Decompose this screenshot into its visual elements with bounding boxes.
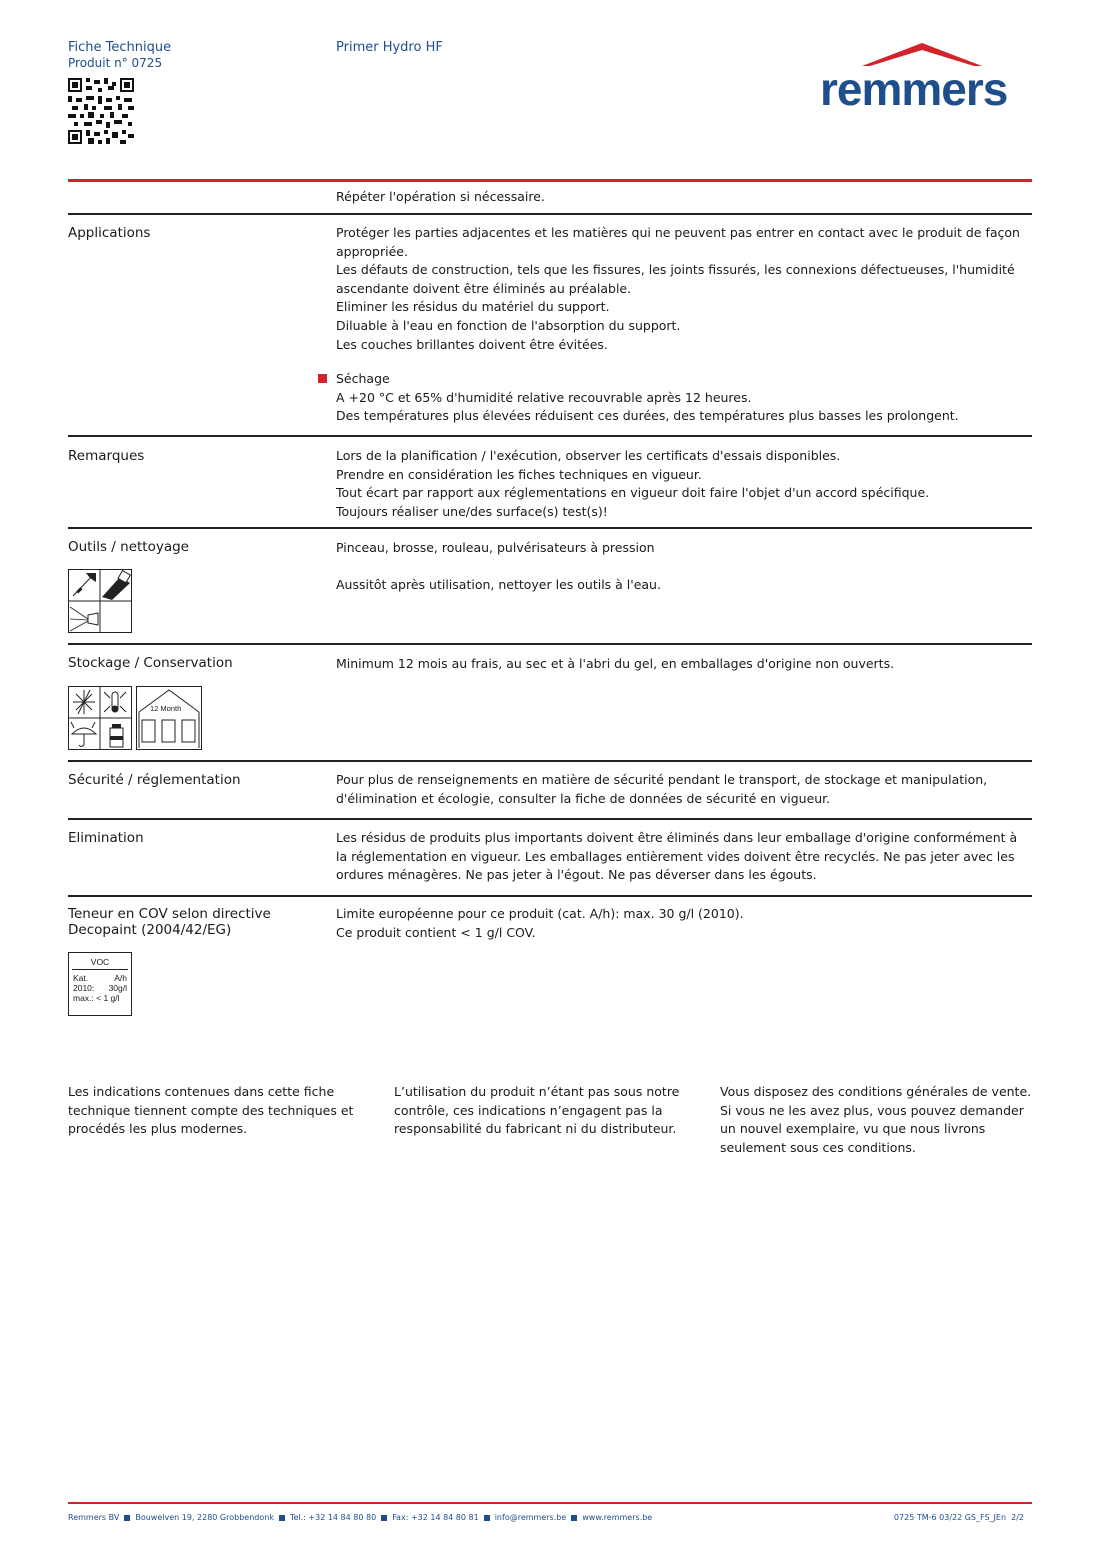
disclaimer-1: Les indications contenues dans cette fiche technique tiennent compte des techniques et procédés les plus modernes. xyxy=(68,1084,354,1136)
remarques-line: Tout écart par rapport aux réglementations en vigueur doit faire l'objet d'un accord spécifique. xyxy=(336,485,930,501)
outils-line-2: Aussitôt après utilisation, nettoyer les outils à l'eau. xyxy=(336,577,661,592)
applications-text xyxy=(336,224,1026,354)
product-number: Produit n° 0725 xyxy=(68,56,163,70)
stockage-label: Stockage / Conservation xyxy=(68,655,233,671)
qr-code-icon xyxy=(68,78,134,144)
applications-line: Les couches brillantes doivent être évitées. xyxy=(336,336,608,352)
voc-max: max.: < 1 g/l xyxy=(73,993,120,1003)
divider xyxy=(68,818,1032,820)
voc-year-label: 2010: xyxy=(73,983,95,993)
outils-label: Outils / nettoyage xyxy=(68,539,189,555)
storage-house-icon xyxy=(136,686,202,750)
securite-text: Pour plus de renseignements en matière de sécurité pendant le transport, de stockage et manipulation, d'élimination et écologie, consulter la fiche de données de sécurité en vigueur. xyxy=(336,772,988,806)
product-name: Primer Hydro HF xyxy=(336,40,443,55)
stockage-line: Minimum 12 mois au frais, au sec et à l'abri du gel, en emballages d'origine non ouverts. xyxy=(336,656,895,671)
footer-red-rule xyxy=(68,1502,1032,1504)
divider xyxy=(68,643,1032,645)
storage-month-label: 12 Month xyxy=(150,704,182,713)
footer-address: Bouwelven 19, 2280 Grobbendonk xyxy=(135,1513,274,1522)
drying-title: Séchage xyxy=(336,371,390,386)
page-number: 2/2 xyxy=(1011,1513,1024,1522)
voc-title: VOC xyxy=(90,957,110,967)
footer-doc-ref xyxy=(894,1513,1024,1522)
applications-label: Applications xyxy=(68,225,151,241)
doc-type: Fiche Technique xyxy=(68,40,172,55)
footer-fax: Fax: +32 14 84 80 81 xyxy=(392,1513,479,1522)
tools-icon-grid xyxy=(68,569,132,633)
drying-block xyxy=(336,370,1026,426)
separator-square-icon xyxy=(279,1515,285,1521)
cov-label xyxy=(68,906,271,938)
remarques-line: Prendre en considération les fiches techniques en vigueur. xyxy=(336,466,702,482)
separator-square-icon xyxy=(124,1515,130,1521)
footer-tel: Tel.: +32 14 84 80 80 xyxy=(289,1513,377,1522)
cov-label-line: Decopaint (2004/42/EG) xyxy=(68,922,232,938)
separator-square-icon xyxy=(381,1515,387,1521)
voc-icon xyxy=(68,952,132,1016)
applications-line: Eliminer les résidus du matériel du support. xyxy=(336,299,610,315)
securite-label: Sécurité / réglementation xyxy=(68,772,241,788)
applications-line: Protéger les parties adjacentes et les matières qui ne peuvent pas entrer en contact avec le produit de façon appropriée. xyxy=(336,225,1020,259)
footer-email[interactable]: info@remmers.be xyxy=(494,1513,567,1522)
elimination-label: Elimination xyxy=(68,830,144,846)
voc-cat-value: A/h xyxy=(114,973,127,983)
drying-line: Des températures plus élevées réduisent ces durées, des températures plus basses les prolongent. xyxy=(336,408,959,424)
drying-line: A +20 °C et 65% d'humidité relative recouvrable après 12 heures. xyxy=(336,389,752,405)
divider xyxy=(68,895,1032,897)
storage-conditions-icon xyxy=(68,686,132,750)
remarques-text xyxy=(336,447,1026,521)
elimination-text: Les résidus de produits plus importants doivent être éliminés dans leur emballage d'origine conformément à la réglementation en vigueur. Les emballages entièrement vides doivent être recyclés. Ne pas jeter avec les ordures ménagères. Ne pas jeter à l'égout. Ne pas déverser dans les égouts. xyxy=(336,830,1018,883)
disclaimer-3: Vous disposez des conditions générales de vente. Si vous ne les avez plus, vous pouvez demander un nouvel exemplaire, vu que nous livrons seulement sous ces conditions. xyxy=(720,1084,1032,1155)
voc-cat-label: Kat. xyxy=(73,973,89,983)
voc-year-value: 30g/l xyxy=(108,983,127,993)
applications-line: Les défauts de construction, tels que les fissures, les joints fissurés, les connexions défectueuses, l'humidité ascendante doivent être éliminés au préalable. xyxy=(336,262,1015,296)
outils-line-1: Pinceau, brosse, rouleau, pulvérisateurs à pression xyxy=(336,540,655,555)
brand-logo: remmers xyxy=(820,63,1008,115)
divider xyxy=(68,213,1032,215)
applications-line: Diluable à l'eau en fonction de l'absorption du support. xyxy=(336,317,681,333)
divider xyxy=(68,435,1032,437)
divider xyxy=(68,760,1032,762)
footer-company: Remmers BV xyxy=(68,1513,120,1522)
remarques-label: Remarques xyxy=(68,448,145,464)
disclaimer-2: L’utilisation du produit n’étant pas sous notre contrôle, ces indications n’engagent pas la responsabilité du fabricant ni du distributeur. xyxy=(394,1084,680,1136)
separator-square-icon xyxy=(484,1515,490,1521)
cov-label-line: Teneur en COV selon directive xyxy=(68,906,271,922)
divider xyxy=(68,527,1032,529)
header-red-rule xyxy=(68,179,1032,182)
remarques-line: Lors de la planification / l'exécution, observer les certificats d'essais disponibles. xyxy=(336,448,841,463)
cov-line: Ce produit contient < 1 g/l COV. xyxy=(336,924,536,940)
footer-contact xyxy=(68,1513,652,1522)
remarques-line: Toujours réaliser une/des surface(s) test(s)! xyxy=(336,503,608,519)
cov-line: Limite européenne pour ce produit (cat. A/h): max. 30 g/l (2010). xyxy=(336,906,744,921)
separator-square-icon xyxy=(571,1515,577,1521)
cov-text xyxy=(336,905,1026,942)
continuation-text: Répéter l'opération si nécessaire. xyxy=(336,189,545,204)
doc-ref: 0725 TM-6 03/22 GS_FS_JEn xyxy=(893,1513,1007,1522)
footer-web[interactable]: www.remmers.be xyxy=(582,1513,653,1522)
bullet-square-icon xyxy=(318,374,327,383)
